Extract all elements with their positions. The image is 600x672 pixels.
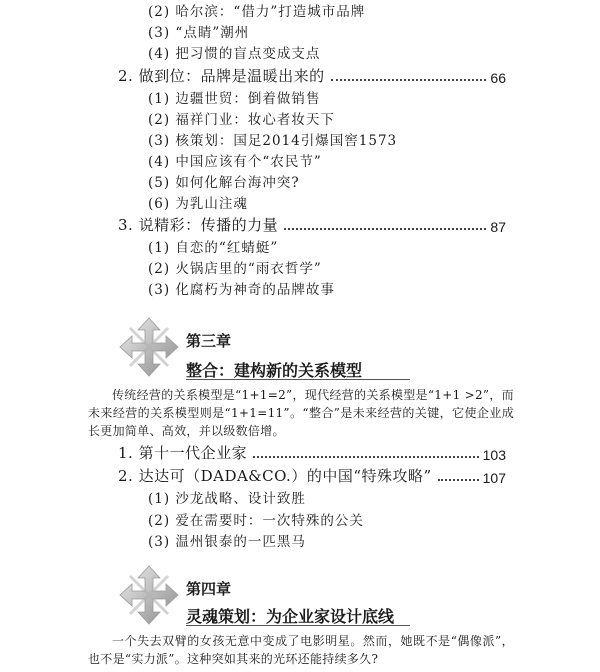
chapter-label: 第三章	[186, 333, 232, 350]
chapter-intro: 一个失去双臂的女孩无意中变成了电影明星。然而，她既不是“偶像派”，也不是“实力派”。这种突如其来的光环还能持续多久?	[88, 634, 514, 666]
toc-entry-page: 87	[490, 219, 506, 235]
chapter-label: 第四章	[186, 581, 232, 598]
list-item: (2) 火锅店里的“雨衣哲学”	[148, 261, 322, 277]
chapter-title: 灵魂策划：为企业家设计底线	[186, 609, 395, 626]
list-item: (1) 自恋的“红蜻蜓”	[148, 240, 279, 256]
list-item: (5) 如何化解台海冲突?	[148, 175, 300, 191]
list-item: (3) 化腐朽为神奇的品牌故事	[148, 282, 335, 298]
dot-leader	[284, 228, 486, 230]
list-item: (3) “点睛”潮州	[148, 25, 250, 41]
toc-entry-section-2[interactable]	[118, 64, 506, 86]
toc-entry-title: 1. 第十一代企业家	[118, 444, 248, 462]
chapter-intro: 传统经营的关系模型是“1+1=2”，现代经营的关系模型是“1+1 >2”，而未来经营的关系模型则是“1+1=11”。“整合”是未来经营的关键，它使企业成长更加简单、高效，并以级数倍增。	[88, 388, 514, 438]
toc-entry-section-3[interactable]	[118, 213, 506, 235]
toc-entry-chapter3-1[interactable]	[118, 441, 506, 463]
dot-leader	[331, 79, 487, 81]
toc-entry-title: 2. 达达可（DADA&CO.）的中国“特殊攻略”	[118, 467, 432, 485]
chapter-divider	[186, 379, 410, 380]
toc-entry-title: 3. 说精彩：传播的力量	[118, 216, 279, 234]
list-item: (6) 为乳山注魂	[148, 196, 248, 212]
list-item: (2) 哈尔滨：“借力”打造城市品牌	[148, 4, 366, 20]
chapter-divider	[186, 625, 410, 626]
toc-entry-title: 2. 做到位：品牌是温暖出来的	[118, 67, 325, 85]
list-item: (2) 爱在需要时：一次特殊的公关	[148, 513, 364, 529]
list-item: (3) 核策划：国足2014引爆国窖1573	[148, 133, 398, 149]
list-item: (3) 温州银泰的一匹黑马	[148, 534, 306, 550]
toc-entry-page: 66	[490, 70, 506, 86]
four-way-arrow-icon	[118, 564, 180, 626]
list-item: (2) 福祥门业：妆心者妆天下	[148, 112, 335, 128]
list-item: (4) 把习惯的盲点变成支点	[148, 46, 321, 62]
dot-leader	[253, 456, 479, 458]
list-item: (4) 中国应该有个“农民节”	[148, 154, 322, 170]
list-item: (1) 沙龙战略、设计致胜	[148, 491, 306, 507]
toc-entry-chapter3-2[interactable]	[118, 464, 506, 486]
four-way-arrow-icon	[118, 316, 180, 378]
list-item: (1) 边疆世贸：倒着做销售	[148, 91, 321, 107]
toc-entry-page: 107	[482, 470, 506, 486]
dot-leader	[438, 479, 479, 481]
toc-entry-page: 103	[482, 447, 506, 463]
chapter-title: 整合：建构新的关系模型	[186, 363, 363, 380]
